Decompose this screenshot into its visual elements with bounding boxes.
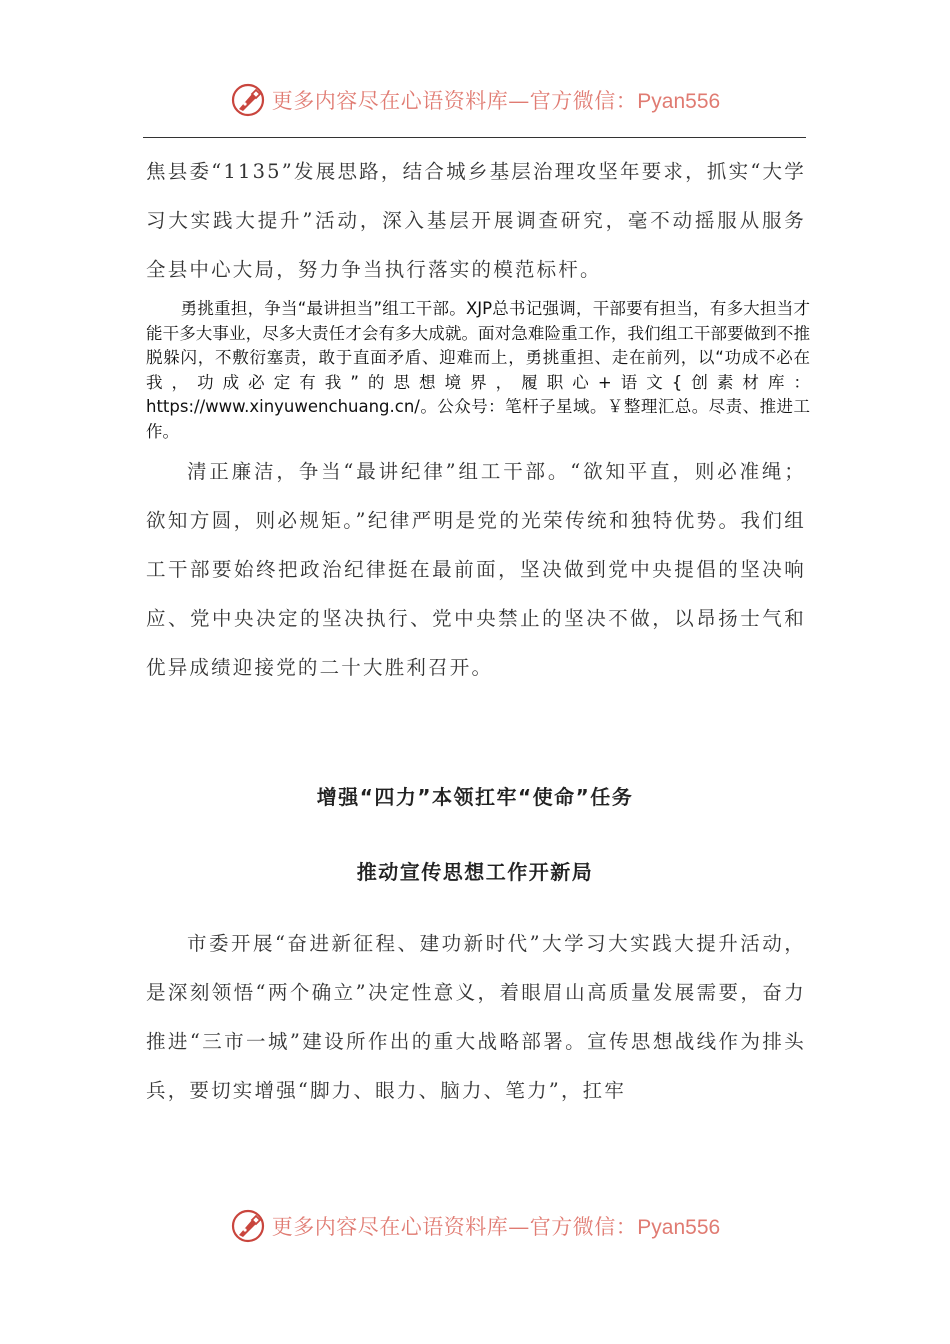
footer-banner-label: 更多内容尽在心语资料库—官方微信： — [271, 1215, 638, 1239]
paragraph-1: 焦县委“1135”发展思路，结合城乡基层治理攻坚年要求，抓实“大学习大实践大提升”活动，深入基层开展调查研究，毫不动摇服从服务全县中心大局，努力争当执行落实的模范标杆。 — [146, 160, 806, 281]
footer-banner — [0, 1208, 950, 1244]
pen-nib-icon — [230, 1208, 266, 1244]
header-banner-label: 更多内容尽在心语资料库—官方微信： — [271, 89, 638, 113]
section-heading-2: 推动宣传思想工作开新局 — [356, 860, 594, 884]
footer-wechat-id: Pyan556 — [637, 1216, 721, 1239]
footer-banner-text — [272, 1211, 720, 1241]
section-heading-1: 增强“四力”本领扛牢“使命”任务 — [316, 785, 634, 809]
header-banner-text — [272, 85, 720, 115]
paragraph-3: 清正廉洁，争当“最讲纪律”组工干部。“欲知平直，则必准绳；欲知方圆，则必规矩。”纪律严明是党的光荣传统和独特优势。我们组工干部要始终把政治纪律挺在最前面，坚决做到党中央提倡的坚决响应、党中央决定的坚决执行、党中央禁止的坚决不做，以昂扬士气和优异成绩迎接党的二十大胜利召开。 — [146, 460, 806, 679]
header-banner — [0, 82, 950, 118]
header-divider — [143, 137, 806, 138]
pen-nib-icon — [230, 82, 266, 118]
paragraph-2: 勇挑重担，争当“最讲担当”组工干部。XJP总书记强调，干部要有担当，有多大担当才能干多大事业，尽多大责任才会有多大成就。面对急难险重工作，我们组工干部要做到不推脱躲闪，不敷衍塞责，敢于直面矛盾、迎难而上，勇挑重担、走在前列，以“功成不必在我，功成必定有我”的思想境界，履职心+语文{创素材库：https://www.xinyuwenchuang.cn/。公众号：笔杆子星域。￥整理汇总。尽责、推进工作。 — [146, 299, 810, 441]
header-wechat-id: Pyan556 — [637, 90, 721, 113]
paragraph-4: 市委开展“奋进新征程、建功新时代”大学习大实践大提升活动，是深刻领悟“两个确立”决定性意义，着眼眉山高质量发展需要，奋力推进“三市一城”建设所作出的重大战略部署。宣传思想战线作为排头兵，要切实增强“脚力、眼力、脑力、笔力”，扛牢 — [146, 932, 806, 1102]
